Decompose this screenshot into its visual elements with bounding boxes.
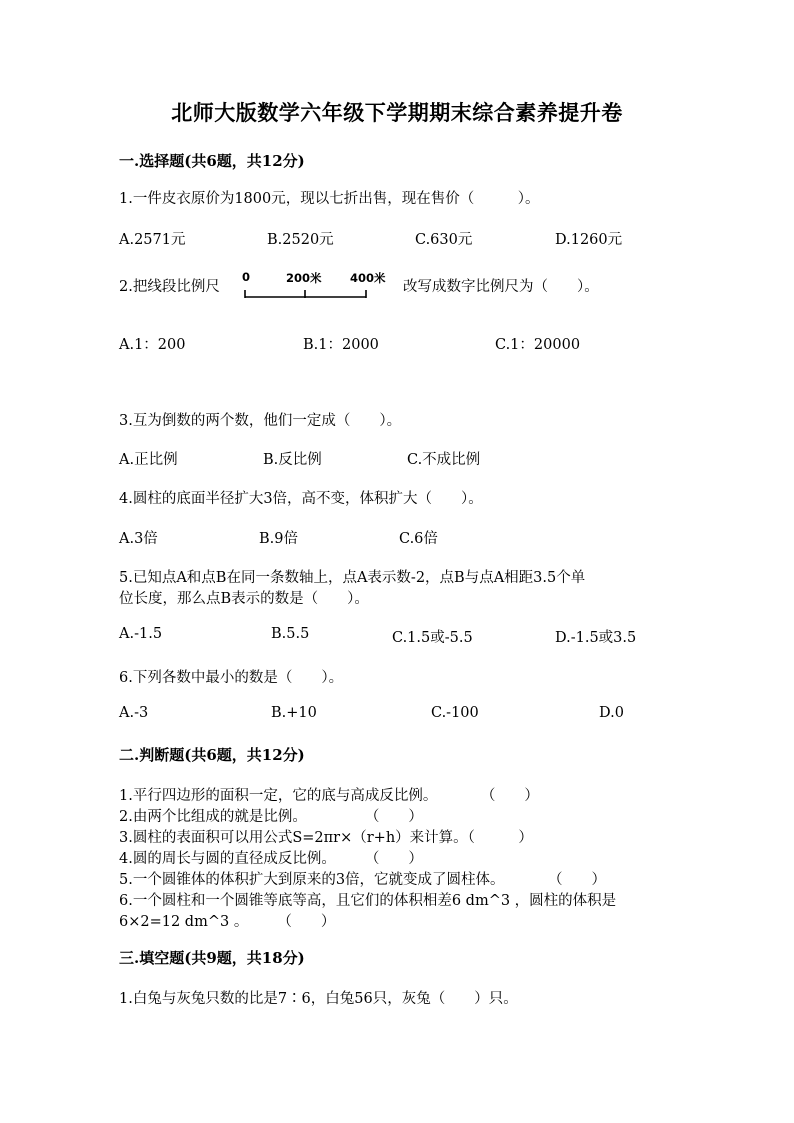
judge-item: 5.一个圆锥体的体积扩大到原来的3倍，它就变成了圆柱体。 （ ） (119, 872, 607, 888)
option: A.3倍 (119, 531, 158, 547)
fill-item: 1.白兔与灰兔只数的比是7∶6，白兔56只，灰兔（ ）只。 (119, 991, 518, 1007)
option: C.630元 (415, 232, 473, 248)
option: A.-3 (119, 705, 149, 721)
question-text: 5.已知点A和点B在同一条数轴上，点A表示数-2，点B与点A相距3.5个单 (119, 570, 586, 586)
option: A.-1.5 (119, 626, 163, 642)
question-text: 1.一件皮衣原价为1800元，现以七折出售，现在售价（ ）。 (119, 191, 540, 207)
option: B.9倍 (259, 531, 298, 547)
judge-item: 4.圆的周长与圆的直径成反比例。 （ ） (119, 851, 423, 867)
option: B.反比例 (263, 452, 322, 468)
question-text: 4.圆柱的底面半径扩大3倍，高不变，体积扩大（ ）。 (119, 491, 483, 507)
option: A.1：200 (119, 337, 186, 353)
scale-label: 0 (242, 270, 251, 284)
option: C.-100 (431, 705, 479, 721)
option: D.0 (599, 705, 624, 721)
option: A.正比例 (119, 452, 178, 468)
judge-item: 2.由两个比组成的就是比例。 （ ） (119, 809, 423, 825)
judge-item: 1.平行四边形的面积一定，它的底与高成反比例。 （ ） (119, 788, 539, 804)
option: B.2520元 (267, 232, 334, 248)
judge-item: 6.一个圆柱和一个圆锥等底等高，且它们的体积相差6 dm^3 ，圆柱的体积是 (119, 893, 617, 909)
option: C.1.5或-5.5 (392, 630, 473, 646)
option: B.5.5 (271, 626, 310, 642)
scale-bar (238, 270, 398, 304)
question-text: 3.互为倒数的两个数，他们一定成（ ）。 (119, 413, 402, 429)
question-text: 2.把线段比例尺 (119, 279, 220, 295)
option: B.+10 (271, 705, 317, 721)
judge-item: 6×2=12 dm^3 。 （ ） (119, 914, 336, 930)
option: D.-1.5或3.5 (555, 630, 637, 646)
option: D.1260元 (555, 232, 623, 248)
section-heading-fill: 三.填空题(共9题，共18分) (119, 949, 305, 967)
line-segment-scale (238, 270, 398, 304)
scale-label: 200米 (286, 271, 322, 285)
judge-item: 3.圆柱的表面积可以用公式S=2πr×（r+h）来计算。（ ） (119, 830, 533, 846)
question-text: 6.下列各数中最小的数是（ ）。 (119, 670, 344, 686)
option: A.2571元 (119, 232, 186, 248)
option: B.1：2000 (303, 337, 379, 353)
question-text: 位长度，那么点B表示的数是（ ）。 (119, 591, 369, 607)
section-heading-judge: 二.判断题(共6题，共12分) (119, 746, 305, 764)
option: C.6倍 (399, 531, 438, 547)
option: C.不成比例 (407, 452, 481, 468)
question-text: 改写成数字比例尺为（ ）。 (403, 279, 599, 295)
option: C.1：20000 (495, 337, 581, 353)
scale-label: 400米 (350, 271, 386, 285)
page-title: 北师大版数学六年级下学期期末综合素养提升卷 (171, 100, 623, 125)
section-heading-choice: 一.选择题(共6题，共12分) (119, 152, 305, 170)
